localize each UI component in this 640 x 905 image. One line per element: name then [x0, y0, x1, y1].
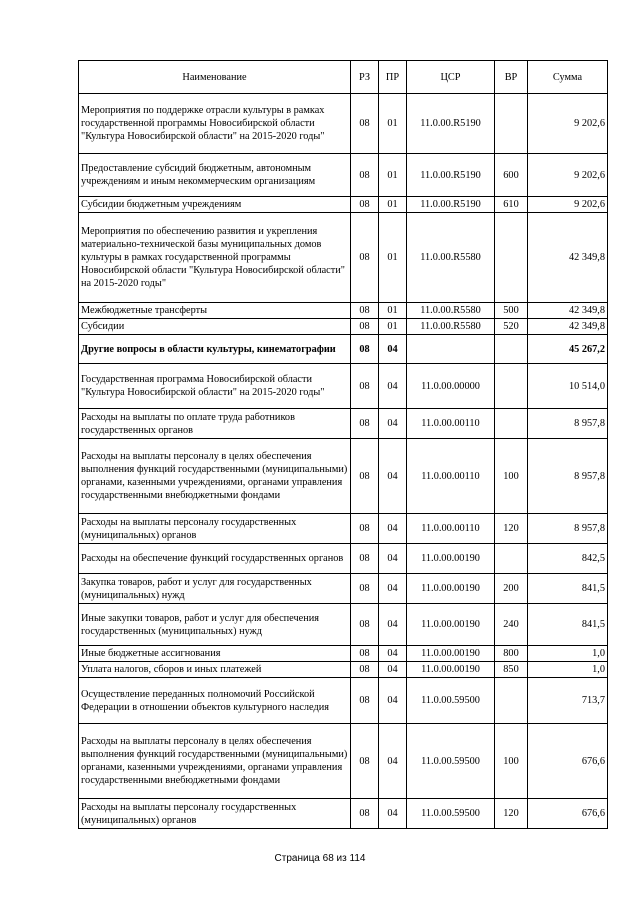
- cell-name: Субсидии: [79, 319, 351, 335]
- cell-sum: 676,6: [528, 799, 608, 829]
- table-row: [79, 319, 608, 335]
- cell-pr: 04: [379, 662, 407, 678]
- table-row: [79, 662, 608, 678]
- header-csr: ЦСР: [407, 61, 495, 94]
- cell-pr: 04: [379, 544, 407, 574]
- cell-vr: [495, 213, 528, 303]
- cell-pr: 04: [379, 678, 407, 724]
- cell-csr: 11.0.00.59500: [407, 799, 495, 829]
- cell-name: Межбюджетные трансферты: [79, 303, 351, 319]
- cell-vr: 120: [495, 514, 528, 544]
- cell-name: Мероприятия по поддержке отрасли культуры в рамках государственной программы Новосибирской области "Культура Новосибирской области" на 2015-2020 годы": [79, 94, 351, 154]
- cell-vr: [495, 544, 528, 574]
- cell-rz: 08: [351, 213, 379, 303]
- table-row: [79, 514, 608, 544]
- cell-rz: 08: [351, 154, 379, 197]
- page-number-footer: Страница 68 из 114: [274, 853, 366, 864]
- cell-vr: 500: [495, 303, 528, 319]
- table-row: [79, 335, 608, 364]
- cell-name: Расходы на выплаты персоналу в целях обеспечения выполнения функций государственными (муниципальными) органами, казенными учреждениями, органами управления государственными внебюджетными фондами: [79, 439, 351, 514]
- cell-csr: 11.0.00.00190: [407, 544, 495, 574]
- cell-vr: 240: [495, 604, 528, 646]
- cell-sum: 9 202,6: [528, 197, 608, 213]
- cell-csr: 11.0.00.R5580: [407, 213, 495, 303]
- cell-csr: 11.0.00.R5580: [407, 319, 495, 335]
- table-row: [79, 544, 608, 574]
- cell-rz: 08: [351, 799, 379, 829]
- table-body: [79, 94, 608, 829]
- table-row: [79, 724, 608, 799]
- cell-csr: 11.0.00.59500: [407, 678, 495, 724]
- cell-name: Закупка товаров, работ и услуг для государственных (муниципальных) нужд: [79, 574, 351, 604]
- table-row: [79, 439, 608, 514]
- cell-rz: 08: [351, 197, 379, 213]
- cell-csr: 11.0.00.R5190: [407, 154, 495, 197]
- cell-csr: 11.0.00.00000: [407, 364, 495, 409]
- cell-sum: 10 514,0: [528, 364, 608, 409]
- cell-name: Расходы на обеспечение функций государственных органов: [79, 544, 351, 574]
- cell-vr: [495, 94, 528, 154]
- cell-name: Другие вопросы в области культуры, кинематографии: [79, 335, 351, 364]
- cell-pr: 01: [379, 319, 407, 335]
- cell-sum: 9 202,6: [528, 94, 608, 154]
- cell-rz: 08: [351, 544, 379, 574]
- header-sum: Сумма: [528, 61, 608, 94]
- cell-pr: 04: [379, 514, 407, 544]
- table-row: [79, 678, 608, 724]
- cell-pr: 01: [379, 94, 407, 154]
- cell-pr: 04: [379, 335, 407, 364]
- cell-csr: 11.0.00.00190: [407, 646, 495, 662]
- cell-rz: 08: [351, 364, 379, 409]
- cell-csr: 11.0.00.00190: [407, 574, 495, 604]
- cell-name: Уплата налогов, сборов и иных платежей: [79, 662, 351, 678]
- cell-vr: [495, 364, 528, 409]
- cell-sum: 9 202,6: [528, 154, 608, 197]
- table-row: [79, 574, 608, 604]
- cell-name: Расходы на выплаты персоналу в целях обеспечения выполнения функций государственными (муниципальными) органами, казенными учреждениями, органами управления государственными внебюджетными фондами: [79, 724, 351, 799]
- cell-csr: 11.0.00.00110: [407, 409, 495, 439]
- cell-rz: 08: [351, 724, 379, 799]
- cell-vr: [495, 335, 528, 364]
- cell-pr: 01: [379, 154, 407, 197]
- table-row: [79, 303, 608, 319]
- cell-sum: 8 957,8: [528, 409, 608, 439]
- cell-csr: 11.0.00.59500: [407, 724, 495, 799]
- cell-csr: 11.0.00.00190: [407, 662, 495, 678]
- cell-csr: 11.0.00.00190: [407, 604, 495, 646]
- cell-name: Расходы на выплаты по оплате труда работников государственных органов: [79, 409, 351, 439]
- cell-sum: 841,5: [528, 604, 608, 646]
- cell-sum: 842,5: [528, 544, 608, 574]
- cell-name: Расходы на выплаты персоналу государственных (муниципальных) органов: [79, 799, 351, 829]
- cell-sum: 8 957,8: [528, 439, 608, 514]
- cell-vr: 600: [495, 154, 528, 197]
- table-row: [79, 409, 608, 439]
- budget-table: [78, 60, 608, 829]
- cell-csr: 11.0.00.00110: [407, 439, 495, 514]
- cell-rz: 08: [351, 646, 379, 662]
- cell-pr: 04: [379, 724, 407, 799]
- cell-vr: [495, 678, 528, 724]
- table-row: [79, 94, 608, 154]
- cell-pr: 04: [379, 604, 407, 646]
- cell-name: Предоставление субсидий бюджетным, автономным учреждениям и иным некоммерческим организациям: [79, 154, 351, 197]
- cell-pr: 01: [379, 213, 407, 303]
- cell-pr: 01: [379, 197, 407, 213]
- table-row: [79, 154, 608, 197]
- cell-vr: [495, 409, 528, 439]
- cell-vr: 520: [495, 319, 528, 335]
- cell-vr: 610: [495, 197, 528, 213]
- cell-pr: 04: [379, 574, 407, 604]
- cell-rz: 08: [351, 319, 379, 335]
- cell-sum: 713,7: [528, 678, 608, 724]
- cell-pr: 04: [379, 364, 407, 409]
- cell-pr: 04: [379, 646, 407, 662]
- cell-rz: 08: [351, 439, 379, 514]
- table-header-row: [79, 61, 608, 94]
- cell-rz: 08: [351, 678, 379, 724]
- cell-sum: 42 349,8: [528, 213, 608, 303]
- cell-vr: 120: [495, 799, 528, 829]
- cell-sum: 42 349,8: [528, 319, 608, 335]
- table-row: [79, 197, 608, 213]
- table-row: [79, 646, 608, 662]
- cell-rz: 08: [351, 514, 379, 544]
- cell-sum: 45 267,2: [528, 335, 608, 364]
- table-row: [79, 604, 608, 646]
- cell-csr: 11.0.00.R5580: [407, 303, 495, 319]
- cell-rz: 08: [351, 574, 379, 604]
- header-name: Наименование: [79, 61, 351, 94]
- cell-sum: 8 957,8: [528, 514, 608, 544]
- cell-pr: 04: [379, 409, 407, 439]
- table-row: [79, 213, 608, 303]
- cell-name: Субсидии бюджетным учреждениям: [79, 197, 351, 213]
- cell-pr: 01: [379, 303, 407, 319]
- cell-pr: 04: [379, 439, 407, 514]
- cell-rz: 08: [351, 409, 379, 439]
- cell-vr: 800: [495, 646, 528, 662]
- cell-sum: 1,0: [528, 646, 608, 662]
- cell-name: Мероприятия по обеспечению развития и укрепления материально-технической базы муниципальных домов культуры в рамках государственной программы Новосибирской области "Культура Новосибирской области" на 2015-2020 годы": [79, 213, 351, 303]
- cell-sum: 42 349,8: [528, 303, 608, 319]
- cell-name: Иные бюджетные ассигнования: [79, 646, 351, 662]
- cell-csr: [407, 335, 495, 364]
- cell-name: Иные закупки товаров, работ и услуг для обеспечения государственных (муниципальных) нужд: [79, 604, 351, 646]
- cell-sum: 676,6: [528, 724, 608, 799]
- cell-vr: 200: [495, 574, 528, 604]
- cell-vr: 850: [495, 662, 528, 678]
- table-row: [79, 799, 608, 829]
- cell-csr: 11.0.00.R5190: [407, 94, 495, 154]
- cell-rz: 08: [351, 94, 379, 154]
- header-rz: РЗ: [351, 61, 379, 94]
- header-vr: ВР: [495, 61, 528, 94]
- cell-sum: 1,0: [528, 662, 608, 678]
- cell-csr: 11.0.00.00110: [407, 514, 495, 544]
- table-row: [79, 364, 608, 409]
- cell-rz: 08: [351, 604, 379, 646]
- cell-vr: 100: [495, 724, 528, 799]
- header-pr: ПР: [379, 61, 407, 94]
- cell-name: Расходы на выплаты персоналу государственных (муниципальных) органов: [79, 514, 351, 544]
- cell-rz: 08: [351, 335, 379, 364]
- cell-rz: 08: [351, 303, 379, 319]
- cell-rz: 08: [351, 662, 379, 678]
- cell-name: Осуществление переданных полномочий Российской Федерации в отношении объектов культурного наследия: [79, 678, 351, 724]
- cell-name: Государственная программа Новосибирской области "Культура Новосибирской области" на 2015-2020 годы": [79, 364, 351, 409]
- cell-vr: 100: [495, 439, 528, 514]
- cell-csr: 11.0.00.R5190: [407, 197, 495, 213]
- cell-pr: 04: [379, 799, 407, 829]
- cell-sum: 841,5: [528, 574, 608, 604]
